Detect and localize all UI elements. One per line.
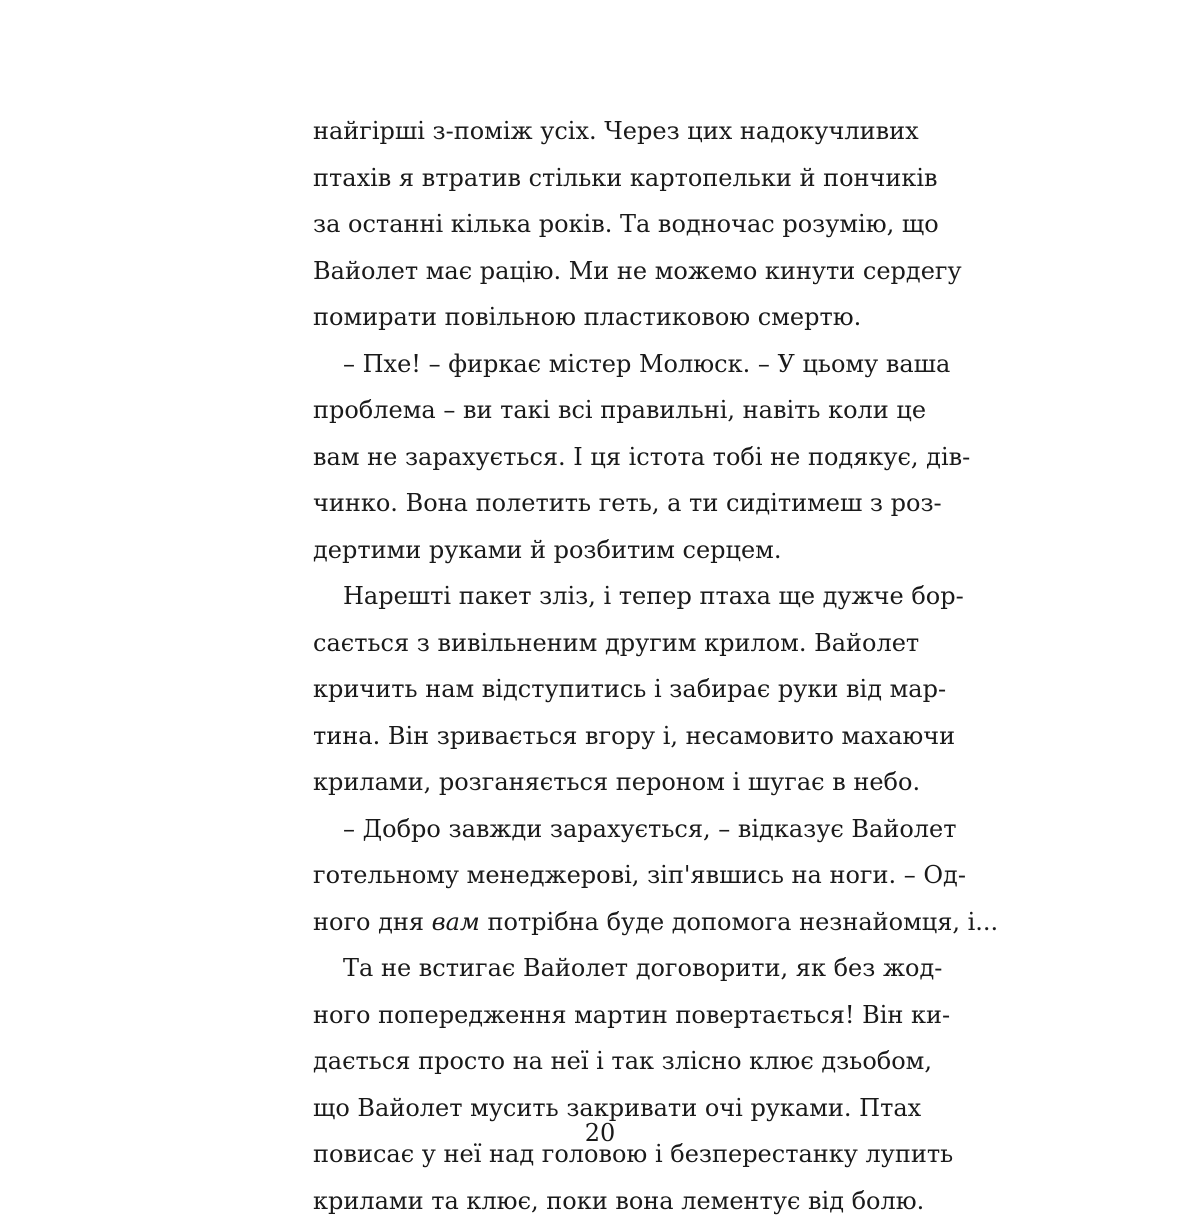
text-line: крилами та клює, поки вона лементує від болю. xyxy=(313,1178,918,1224)
text-line: птахів я втратив стільки картопельки й пончиків xyxy=(313,155,918,202)
text-line: Нарешті пакет зліз, і тепер птаха ще дужче бор- xyxy=(313,573,918,620)
text-segment: ного дня xyxy=(313,908,432,936)
page-number: 20 xyxy=(0,1113,1200,1153)
text-line: найгірші з-поміж усіх. Через цих надокучливих xyxy=(313,108,918,155)
text-line: крилами, розганяється пероном і шугає в небо. xyxy=(313,759,918,806)
text-line: готельному менеджерові, зіп'явшись на ноги. – Од- xyxy=(313,852,918,899)
text-line: вам не зарахується. І ця істота тобі не подякує, дів- xyxy=(313,434,918,481)
page-body-text xyxy=(313,108,918,1224)
text-line: чинко. Вона полетить геть, а ти сидітимеш з роз- xyxy=(313,480,918,527)
text-line: сається з вивільненим другим крилом. Вайолет xyxy=(313,620,918,667)
text-line xyxy=(313,899,918,946)
text-line: що Вайолет мусить закривати очі руками. Птах xyxy=(313,1085,918,1132)
text-line: – Добро завжди зарахується, – відказує Вайолет xyxy=(313,806,918,853)
text-line: кричить нам відступитись і забирає руки від мар- xyxy=(313,666,918,713)
text-line: помирати повільною пластиковою смертю. xyxy=(313,294,918,341)
text-line: Вайолет має рацію. Ми не можемо кинути сердегу xyxy=(313,248,918,295)
text-line: повисає у неї над головою і безперестанку лупить xyxy=(313,1131,918,1178)
text-line: ного попередження мартин повертається! Він ки- xyxy=(313,992,918,1039)
text-line: проблема – ви такі всі правильні, навіть коли це xyxy=(313,387,918,434)
text-line: Та не встигає Вайолет договорити, як без жод- xyxy=(313,945,918,992)
text-line: дертими руками й розбитим серцем. xyxy=(313,527,918,574)
italic-emphasis: вам xyxy=(432,908,480,936)
text-line: – Пхе! – фиркає містер Молюск. – У цьому ваша xyxy=(313,341,918,388)
text-line: за останні кілька років. Та водночас розумію, що xyxy=(313,201,918,248)
text-line: тина. Він зривається вгору і, несамовито махаючи xyxy=(313,713,918,760)
text-line: дається просто на неї і так злісно клює дзьобом, xyxy=(313,1038,918,1085)
text-segment: потрібна буде допомога незнайомця, і... xyxy=(480,908,998,936)
